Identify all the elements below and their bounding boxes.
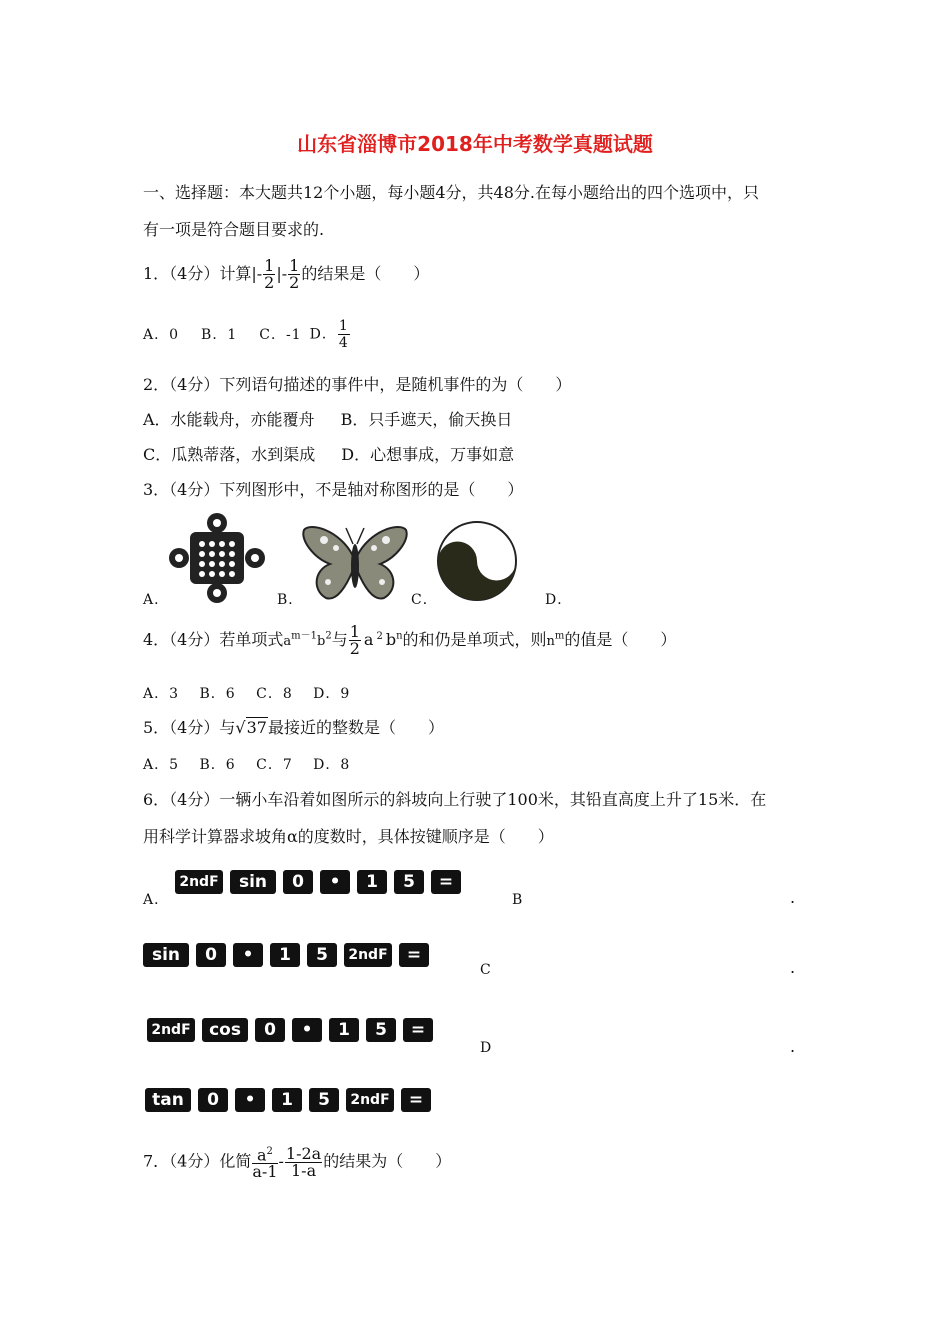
q1-minus: - (256, 264, 263, 283)
q1-den2: 2 (289, 273, 300, 292)
q4-term1-exp: m－1 (291, 630, 317, 642)
q4-term2-expn: n (396, 630, 403, 642)
key-5: 5 (307, 943, 337, 967)
question-1 (143, 258, 429, 298)
q6-label-c: C (480, 962, 492, 978)
q2-opt-a: A．水能载舟，亦能覆舟 (143, 410, 315, 429)
key-0: 0 (255, 1018, 285, 1042)
key-tan: tan (145, 1088, 191, 1112)
q6-dot-d: . (790, 1037, 796, 1056)
q4-nm-base: n (546, 634, 555, 649)
q7-f1-den: a-1 (252, 1162, 278, 1182)
q2-options-row2 (143, 445, 514, 465)
q1-num2: 1 (289, 256, 300, 275)
q1-opt-c: C．-1 (259, 326, 302, 343)
key-5: 5 (309, 1088, 339, 1112)
q5-radicand: 37 (246, 718, 267, 737)
question-2: 2．（4分）下列语句描述的事件中，是随机事件的为（ ） (143, 375, 572, 394)
key-2ndf: 2ndF (344, 943, 392, 967)
key-2ndf: 2ndF (346, 1088, 394, 1112)
q3-opt-c: C． (411, 592, 438, 608)
q4-term1-exp2: 2 (325, 630, 332, 642)
question-6-line1: 6．（4分）一辆小车沿着如图所示的斜坡向上行驶了100米，其铅直高度上升了15米．在 (143, 790, 767, 809)
key-cos: cos (202, 1018, 248, 1042)
q1-opt-b: B．1 (201, 326, 238, 343)
q4-nm-exp: m (554, 630, 565, 642)
key-equals: = (403, 1018, 433, 1042)
q1-num: 1 (264, 256, 275, 275)
q4-term1-base2: b (317, 634, 326, 649)
q6-dot-b: . (790, 888, 796, 907)
q1-den: 2 (264, 273, 275, 292)
question-5 (143, 718, 444, 738)
butterfly-figure (300, 522, 410, 604)
q4-fraction (349, 624, 361, 657)
q6-label-d: D (480, 1040, 493, 1056)
q4-term2-b: b (385, 630, 397, 649)
key-5: 5 (366, 1018, 396, 1042)
key-dot: • (235, 1088, 265, 1112)
q7-f1-num-base: a (256, 1145, 267, 1165)
q4-suffix: 的和仍是单项式，则 (402, 630, 547, 649)
q2-opt-d: D．心想事成，万事如意 (341, 445, 515, 464)
q6-keys-b (143, 943, 436, 967)
q7-minus: - (278, 1151, 284, 1171)
q4-term2-exp: 2 (376, 630, 383, 642)
q6-keys-c (147, 1018, 440, 1042)
q4-options: A．3 B．6 C．8 D．9 (143, 686, 351, 702)
q3-opt-d: D． (545, 592, 573, 608)
q4-prefix: 4．（4分）若单项式 (143, 630, 284, 649)
key-dot: • (320, 870, 350, 894)
q7-prefix: 7．（4分）化简 (143, 1151, 252, 1171)
q7-f1-num (252, 1144, 277, 1164)
q5-suffix: 最接近的整数是（ ） (267, 718, 444, 737)
page-title: 山东省淄博市2018年中考数学真题试题 (297, 132, 653, 156)
q6-label-a: A． (143, 892, 170, 908)
q4-suffix2: 的值是（ ） (564, 630, 677, 649)
key-1: 1 (270, 943, 300, 967)
q6-label-b: B (512, 892, 524, 908)
key-equals: = (431, 870, 461, 894)
question-6-line2: 用科学计算器求坡角α的度数时，具体按键顺序是（ ） (143, 827, 554, 846)
chinese-knot-figure (168, 512, 266, 604)
q1-opt-d: D． (309, 326, 337, 343)
q1-options (143, 318, 351, 351)
key-0: 0 (198, 1088, 228, 1112)
key-dot: • (233, 943, 263, 967)
key-sin: sin (143, 943, 189, 967)
q7-suffix: 的结果为（ ） (323, 1151, 452, 1171)
key-equals: = (399, 943, 429, 967)
q5-options: A．5 B．6 C．7 D．8 (143, 757, 351, 773)
q7-f2-den: 1-a (291, 1160, 317, 1180)
question-7 (143, 1144, 451, 1194)
section-intro-line1: 一、选择题：本大题共12个小题，每小题4分，共48分.在每小题给出的四个选项中，只 (143, 183, 759, 202)
key-equals: = (401, 1088, 431, 1112)
q5-radical-sign: √ (235, 718, 246, 737)
q1-opt-d-fraction (338, 318, 350, 351)
key-5: 5 (394, 870, 424, 894)
key-2ndf: 2ndF (175, 870, 223, 894)
section-intro-line2: 有一项是符合题目要求的. (143, 220, 325, 239)
q6-keys-a (175, 870, 468, 894)
key-sin: sin (230, 870, 276, 894)
q1-abs-close: | (276, 264, 282, 283)
q1-fraction-2 (288, 258, 300, 291)
q2-options-row1 (143, 410, 512, 430)
key-1: 1 (329, 1018, 359, 1042)
q1-opt-d-den: 4 (338, 335, 349, 351)
yin-yang-figure (436, 520, 518, 602)
q4-mid: 与 (331, 630, 348, 649)
q2-opt-b: B．只手遮天，偷天换日 (340, 410, 513, 429)
q5-prefix: 5．（4分）与 (143, 718, 236, 737)
q1-abs-open: | (251, 264, 257, 283)
q6-dot-c: . (790, 958, 796, 977)
q1-suffix: 的结果是（ ） (301, 264, 430, 283)
q2-opt-c: C．瓜熟蒂落，水到渠成 (143, 445, 316, 464)
key-1: 1 (272, 1088, 302, 1112)
q3-opt-b: B． (277, 592, 304, 608)
q4-num: 1 (349, 622, 360, 641)
question-4 (143, 624, 676, 668)
q3-opt-a: A． (143, 592, 170, 608)
key-dot: • (292, 1018, 322, 1042)
q1-prefix: 1．（4分）计算 (143, 264, 252, 283)
q6-keys-d (145, 1088, 438, 1112)
key-0: 0 (283, 870, 313, 894)
q7-fraction-2 (285, 1143, 322, 1180)
q7-fraction-1 (252, 1144, 277, 1180)
key-1: 1 (357, 870, 387, 894)
key-0: 0 (196, 943, 226, 967)
q1-opt-d-num: 1 (338, 318, 349, 334)
q4-term1-base: a (283, 634, 292, 649)
q7-f2-num: 1-2a (285, 1143, 322, 1163)
question-3: 3．（4分）下列图形中，不是轴对称图形的是（ ） (143, 480, 524, 499)
q1-minus2: - (281, 264, 288, 283)
q1-fraction (263, 258, 275, 291)
q4-den: 2 (349, 639, 360, 658)
q1-opt-a: A．0 (143, 326, 180, 343)
q4-term2-a: a (363, 630, 374, 649)
q7-f1-num-exp: 2 (266, 1146, 273, 1157)
key-2ndf: 2ndF (147, 1018, 195, 1042)
